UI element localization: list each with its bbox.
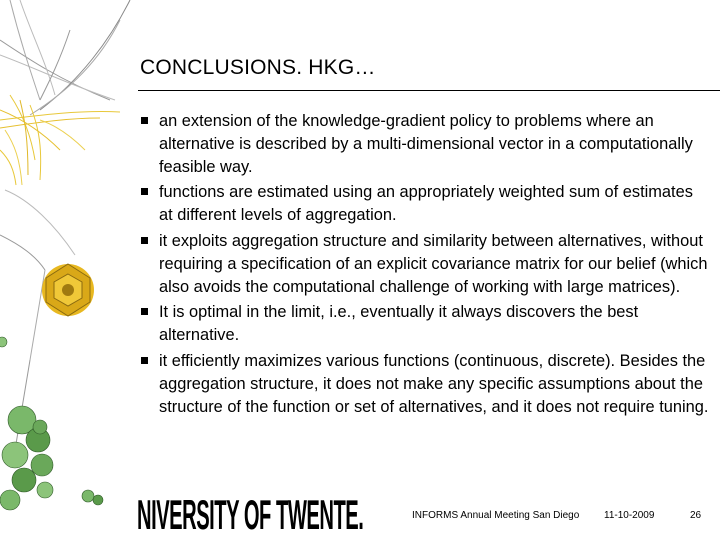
footer-conference: INFORMS Annual Meeting San Diego <box>412 510 580 521</box>
bullet-item <box>139 181 709 227</box>
slide-title: CONCLUSIONS. HKG… <box>140 56 376 79</box>
square-bullet-icon <box>141 357 148 364</box>
square-bullet-icon <box>141 237 148 244</box>
bullet-list <box>139 110 709 421</box>
bullet-item <box>139 230 709 298</box>
footer-date: 11-10-2009 <box>604 510 655 521</box>
square-bullet-icon <box>141 308 148 315</box>
square-bullet-icon <box>141 117 148 124</box>
bullet-item <box>139 110 709 178</box>
bullet-text: it exploits aggregation structure and similarity between alternatives, without requiring a specification of an explicit covariance matrix for our belief (which also avoids the computational challenge of working with large matrices). <box>159 231 708 296</box>
title-underline <box>138 90 720 91</box>
square-bullet-icon <box>141 188 148 195</box>
bullet-item <box>139 350 709 418</box>
plant-line-drawing <box>0 0 130 450</box>
page-number: 26 <box>690 510 702 521</box>
bullet-text: it efficiently maximizes various functions (continuous, discrete). Besides the aggregation structure, it does not make any specific assumptions about the structure of the function or set of alternatives, and it does not require tuning. <box>159 351 709 416</box>
left-decoration <box>0 0 140 540</box>
bullet-text: an extension of the knowledge-gradient policy to problems where an alternative is described by a multi-dimensional vector in a computationally feasible way. <box>159 112 693 176</box>
bullet-text: It is optimal in the limit, i.e., eventually it always discovers the best alternative. <box>159 303 639 345</box>
green-cell-cluster <box>0 337 103 510</box>
bullet-text: functions are estimated using an appropriately weighted sum of estimates at different levels of aggregation. <box>159 183 693 225</box>
university-logo: NIVERSITY OF TWENTE. <box>137 491 364 538</box>
yellow-polyhedron <box>42 264 94 316</box>
bullet-item <box>139 301 709 347</box>
